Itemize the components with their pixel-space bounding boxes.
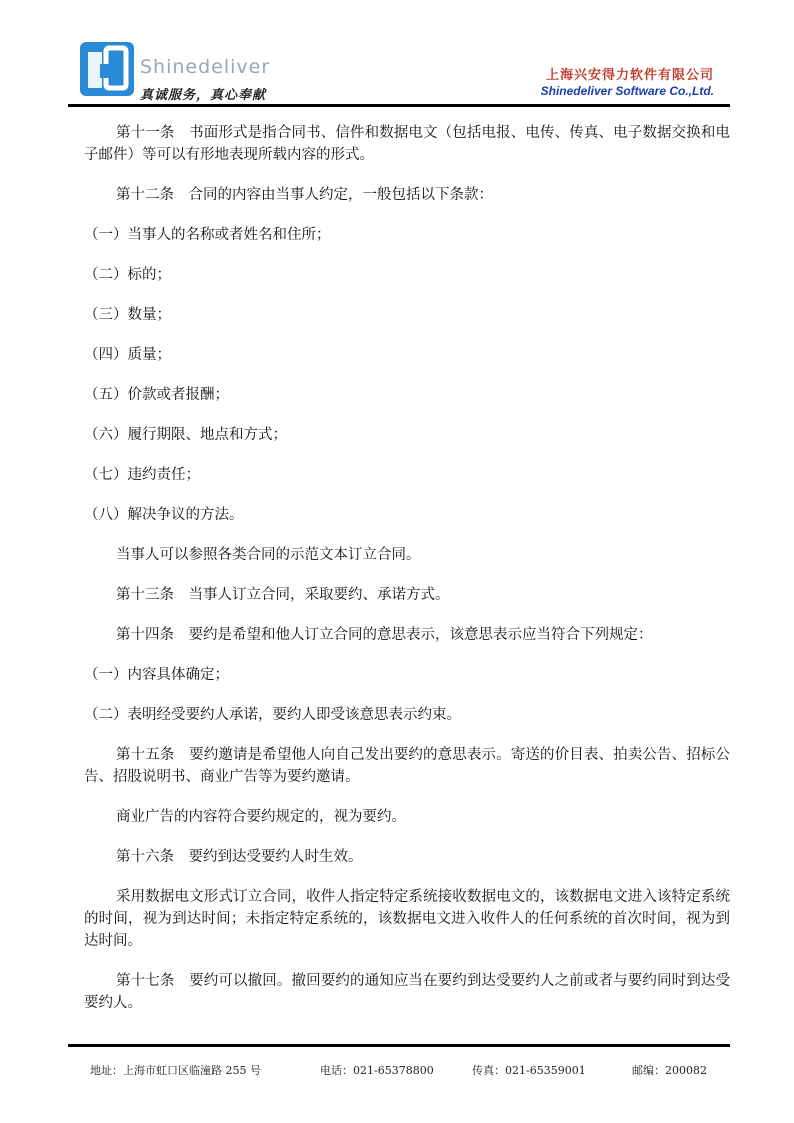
clause-item: （六）履行期限、地点和方式； xyxy=(84,427,287,443)
page-header xyxy=(68,40,728,106)
article-16: 第十六条 要约到达受要约人时生效。 xyxy=(116,849,363,865)
clause-item: （八）解决争议的方法。 xyxy=(84,507,244,523)
article-13: 第十三条 当事人订立合同，采取要约、承诺方式。 xyxy=(116,587,450,603)
company-slogan: 真诚服务，真心奉献 xyxy=(140,88,267,103)
company-name-english: Shinedeliver Software Co.,Ltd. xyxy=(540,84,714,98)
footer-divider xyxy=(68,1044,730,1047)
clause-item: （四）质量； xyxy=(84,347,171,363)
footer-phone: 电话：021-65378800 xyxy=(320,1064,434,1077)
clause-item: （二）表明经受要约人承诺，要约人即受该意思表示约束。 xyxy=(84,707,461,723)
clause-item: （七）违约责任； xyxy=(84,467,200,483)
company-logo-icon xyxy=(80,42,134,96)
clause-item: （三）数量； xyxy=(84,307,171,323)
paragraph: 采用数据电文形式订立合同，收件人指定特定系统接收数据电文的，该数据电文进入该特定系统的时间，视为到达时间；未指定特定系统的，该数据电文进入收件人的任何系统的首次时间，视为到达时间。 xyxy=(84,889,730,949)
company-name-chinese: 上海兴安得力软件有限公司 xyxy=(545,68,714,83)
article-12: 第十二条 合同的内容由当事人约定，一般包括以下条款： xyxy=(116,187,493,203)
clause-item: （五）价款或者报酬； xyxy=(84,387,229,403)
clause-item: （一）内容具体确定； xyxy=(84,667,229,683)
article-15: 第十五条 要约邀请是希望他人向自己发出要约的意思表示。寄送的价目表、拍卖公告、招标公告、招股说明书、商业广告等为要约邀请。 xyxy=(84,747,730,785)
article-17: 第十七条 要约可以撤回。撤回要约的通知应当在要约到达受要约人之前或者与要约同时到达受要约人。 xyxy=(84,973,730,1011)
footer-postcode: 邮编：200082 xyxy=(632,1064,707,1077)
clause-item: （二）标的； xyxy=(84,267,171,283)
paragraph: 当事人可以参照各类合同的示范文本订立合同。 xyxy=(116,547,421,563)
header-divider xyxy=(68,104,730,107)
paragraph: 商业广告的内容符合要约规定的，视为要约。 xyxy=(116,809,406,825)
footer-address: 地址：上海市虹口区临潼路 255 号 xyxy=(90,1064,261,1077)
article-11: 第十一条 书面形式是指合同书、信件和数据电文（包括电报、电传、传真、电子数据交换和电子邮件）等可以有形地表现所载内容的形式。 xyxy=(84,125,730,163)
clause-item: （一）当事人的名称或者姓名和住所； xyxy=(84,227,331,243)
footer-fax: 传真：021-65359001 xyxy=(472,1064,586,1077)
document-body xyxy=(84,122,730,1032)
article-14: 第十四条 要约是希望和他人订立合同的意思表示，该意思表示应当符合下列规定： xyxy=(116,627,653,643)
brand-name: Shinedeliver xyxy=(140,56,271,78)
